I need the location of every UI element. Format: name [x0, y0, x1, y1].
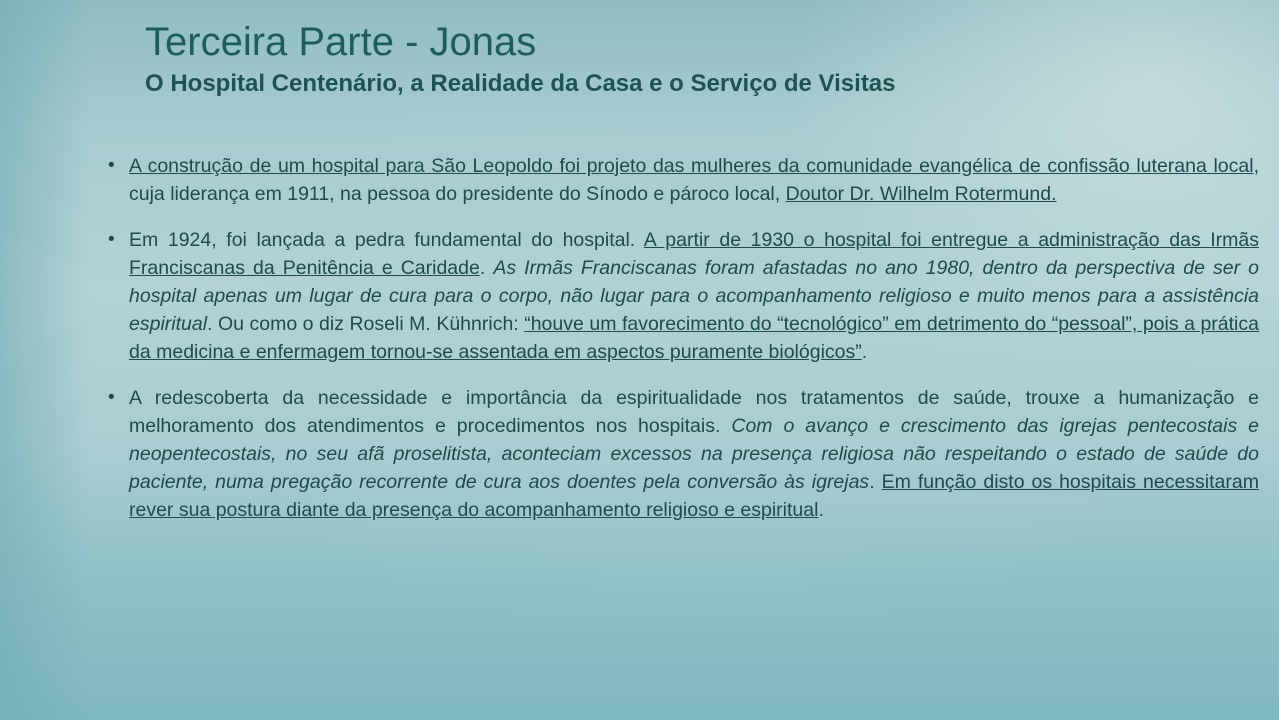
bullet-list: [108, 152, 1259, 542]
quote-underlined-text: “houve um favorecimento do “tecnológico” em detrimento do “pessoal”, pois a prática da medicina e enfermagem tornou-se assentada em aspectos puramente biológicos”: [129, 313, 1259, 363]
bullet-marker: •: [108, 229, 115, 250]
bullet-item-hospital-construction: [108, 152, 1259, 208]
background-band: [0, 0, 90, 720]
body-text: . Ou como o diz Roseli M. Kühnrich:: [207, 313, 525, 335]
body-text: Em 1924, foi lançada a pedra fundamental do hospital.: [129, 229, 644, 251]
underlined-text: A partir de 1930 o hospital foi entregue a administração das Irmãs Franciscanas da Penitência e Caridade: [129, 229, 1259, 279]
body-text: .: [861, 341, 868, 363]
body-text: , cuja liderança em 1911, na pessoa do presidente do Sínodo e pároco local,: [129, 155, 1259, 205]
bullet-item-spirituality: [108, 384, 1259, 524]
body-text: .: [818, 499, 824, 521]
underlined-text: A construção de um hospital para São Leopoldo foi projeto das mulheres da comunidade evangélica de confissão luterana local: [129, 155, 1254, 177]
bullet-marker: •: [108, 155, 115, 176]
italic-text: Com o avanço e crescimento das igrejas pentecostais e neopentecostais, no seu afã proselitista, aconteciam excessos na presença religiosa não respeitando o estado de saúde do paciente, numa pregação recorrente de cura aos doentes pela conversão às igrejas: [129, 415, 1259, 493]
slide-title: Terceira Parte - Jonas: [145, 20, 537, 64]
slide-subtitle: O Hospital Centenário, a Realidade da Casa e o Serviço de Visitas: [145, 70, 896, 97]
body-text: A redescoberta da necessidade e importância da espiritualidade nos tratamentos de saúde, trouxe a humanização e melhoramento dos atendimentos e procedimentos nos hospitais.: [129, 387, 1259, 437]
bullet-item-franciscan-sisters: [108, 226, 1259, 366]
underlined-text: Doutor Dr. Wilhelm Rotermund.: [785, 183, 1057, 205]
body-text: .: [479, 257, 494, 279]
italic-text: As Irmãs Franciscanas foram afastadas no ano 1980, dentro da perspectiva de ser o hospital apenas um lugar de cura para o corpo, não lugar para o acompanhamento religioso e muito menos para a assistência espiritual: [129, 257, 1259, 335]
bullet-marker: •: [108, 387, 115, 408]
underlined-text: Em função disto os hospitais necessitaram rever sua postura diante da presença do acompanhamento religioso e espiritual: [129, 471, 1259, 521]
body-text: .: [869, 471, 882, 493]
